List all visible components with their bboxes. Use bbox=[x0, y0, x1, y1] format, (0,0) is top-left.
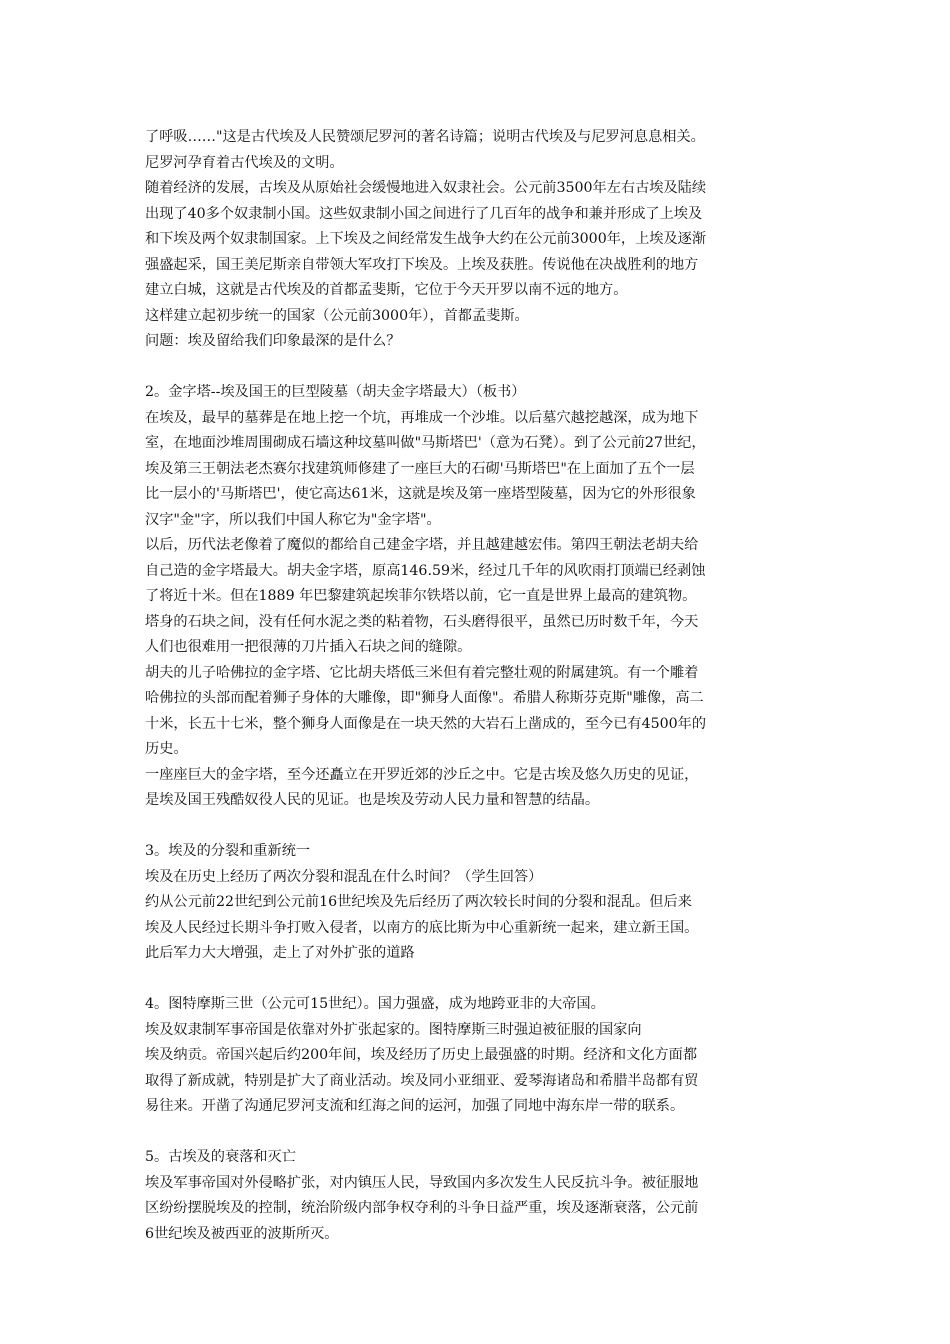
text-line: 胡夫的儿子哈佛拉的金字塔、它比胡夫塔低三米但有着完整壮观的附属建筑。有一个雕着 bbox=[145, 664, 699, 681]
text-line: 自己造的金字塔最大。胡夫金字塔，原高146.59米，经过几千年的风吹雨打顶端已经剥蚀 bbox=[145, 562, 706, 579]
text-line: 塔身的石块之间，没有任何水泥之类的粘着物，石头磨得很平，虽然已历时数千年，今天 bbox=[145, 613, 699, 630]
text-line: 和下埃及两个奴隶制国家。上下埃及之间经常发生战争大约在公元前3000年，上埃及逐渐 bbox=[145, 231, 707, 247]
text-line: 约从公元前22世纪到公元前16世纪埃及先后经历了两次较长时间的分裂和混乱。但后来 bbox=[145, 894, 692, 910]
text-line: 埃及军事帝国对外侵略扩张，对内镇压人民，导致国内多次发生人民反抗斗争。被征服地 bbox=[145, 1174, 699, 1191]
text-line: 了将近十米。但在1889 年巴黎建筑起埃菲尔铁塔以前，它一直是世界上最高的建筑物。 bbox=[145, 588, 697, 604]
text-line: 问题：埃及留给我们印象最深的是什么？ bbox=[145, 333, 401, 349]
text-line: 以后，历代法老像着了魔似的都给自己建金字塔，并且越建越宏伟。第四王朝法老胡夫给 bbox=[145, 537, 699, 553]
text-line: 哈佛拉的头部而配着狮子身体的大雕像，即"狮身人面像"。希腊人称斯芬克斯"雕像，高二 bbox=[145, 690, 704, 706]
text-line: 一座座巨大的金字塔，至今还矗立在开罗近郊的沙丘之中。它是古埃及悠久历史的见证， bbox=[145, 766, 699, 783]
text-line: 此后军力大大增强，走上了对外扩张的道路 bbox=[145, 945, 415, 961]
text-line: 建立白城，这就是古代埃及的首都孟斐斯，它位于今天开罗以南不远的地方。 bbox=[145, 282, 628, 298]
text-line: 历史。 bbox=[145, 741, 188, 757]
paragraph-spacer bbox=[145, 967, 825, 993]
text-line: 比一层小的'马斯塔巴'，使它高达61米，这就是埃及第一座塔型陵墓，因为它的外形很象 bbox=[145, 486, 696, 502]
text-line: 埃及人民经过长期斗争打败入侵者，以南方的底比斯为中心重新统一起来，建立新王国。 bbox=[145, 919, 699, 936]
text-line: 埃及在历史上经历了两次分裂和混乱在什么时间？（学生回答） bbox=[145, 868, 543, 885]
text-line: 3。埃及的分裂和重新统一 bbox=[145, 843, 311, 859]
text-line: 埃及奴隶制军事帝国是依靠对外扩张起家的。图特摩斯三时强迫被征服的国家向 bbox=[145, 1021, 642, 1038]
paragraph-spacer bbox=[145, 1120, 825, 1146]
paragraph-spacer bbox=[145, 814, 825, 840]
text-line: 尼罗河孕育着古代埃及的文明。 bbox=[145, 154, 344, 171]
text-line: 是埃及国王残酷奴役人民的见证。也是埃及劳动人民力量和智慧的结晶。 bbox=[145, 792, 600, 808]
text-line: 埃及第三王朝法老杰赛尔找建筑师修建了一座巨大的石砌'马斯塔巴"在上面加了五个一层 bbox=[145, 460, 695, 477]
text-line: 取得了新成就，特别是扩大了商业活动。埃及同小亚细亚、爱琴海诸岛和希腊半岛都有贸 bbox=[145, 1072, 699, 1089]
paragraph-spacer bbox=[145, 355, 825, 381]
text-line: 5。古埃及的衰落和灭亡 bbox=[145, 1149, 296, 1165]
text-line: 出现了40多个奴隶制小国。这些奴隶制小国之间进行了几百年的战争和兼并形成了上埃及 bbox=[145, 205, 703, 222]
text-line: 4。图特摩斯三世（公元可15世纪）。国力强盛，成为地跨亚非的大帝国。 bbox=[145, 996, 605, 1012]
text-line: 汉字"金"字，所以我们中国人称它为"金字塔"。 bbox=[145, 511, 441, 528]
text-line: 室，在地面沙堆周围砌成石墙这种坟墓叫做"马斯塔巴'（意为石凳）。到了公元前27世纪， bbox=[145, 435, 706, 451]
text-line: 随着经济的发展，古埃及从原始社会缓慢地进入奴隶社会。公元前3500年左右古埃及陆续 bbox=[145, 180, 707, 196]
text-line: 这样建立起初步统一的国家（公元前3000年），首都孟斐斯。 bbox=[145, 307, 529, 324]
text-line: 了呼吸……"这是古代埃及人民赞颂尼罗河的著名诗篇；说明古代埃及与尼罗河息息相关。 bbox=[145, 129, 705, 145]
text-line: 在埃及，最早的墓葬是在地上挖一个坑，再堆成一个沙堆。以后墓穴越挖越深，成为地下 bbox=[145, 409, 699, 426]
text-line: 十米，长五十七米，整个狮身人面像是在一块天然的大岩石上凿成的，至今已有4500年的 bbox=[145, 715, 707, 732]
text-line: 6世纪埃及被西亚的波斯所灭。 bbox=[145, 1225, 339, 1242]
text-line: 易往来。开凿了沟通尼罗河支流和红海之间的运河，加强了同地中海东岸一带的联系。 bbox=[145, 1098, 685, 1114]
document-body bbox=[145, 125, 825, 1247]
text-line: 强盛起采，国王美尼斯亲自带领大军攻打下埃及。上埃及获胜。传说他在决战胜利的地方 bbox=[145, 256, 699, 273]
text-line: 人们也很难用一把很薄的刀片插入石块之间的缝隙。 bbox=[145, 639, 472, 655]
text-line: 2。金字塔--埃及国王的巨型陵墓（胡夫金字塔最大）（板书） bbox=[145, 384, 526, 400]
text-line: 区纷纷摆脱埃及的控制，统治阶级内部争权夺利的斗争日益严重，埃及逐渐衰落，公元前 bbox=[145, 1200, 699, 1216]
text-line: 埃及纳贡。帝国兴起后约200年间，埃及经历了历史上最强盛的时期。经济和文化方面都 bbox=[145, 1047, 698, 1063]
